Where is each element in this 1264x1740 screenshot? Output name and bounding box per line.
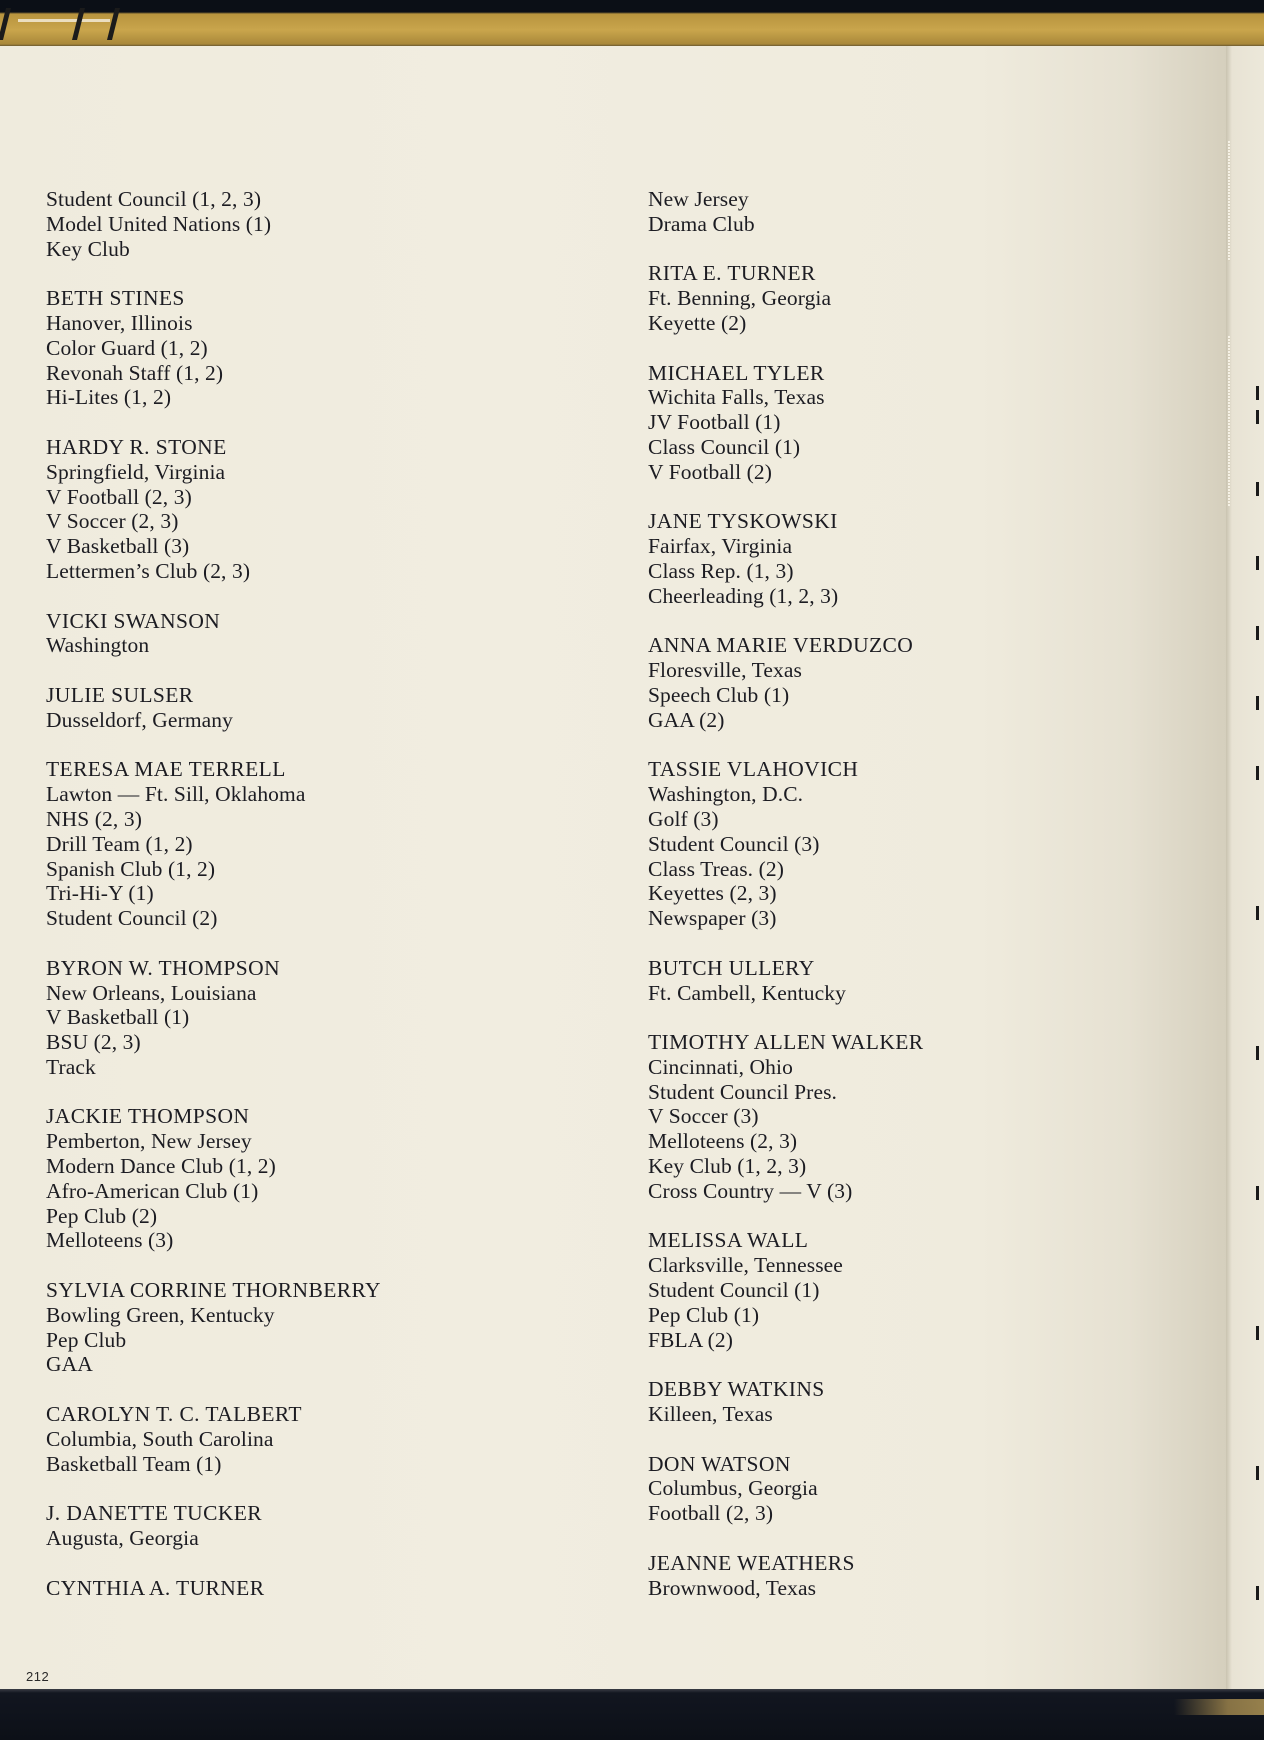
student-activity: Student Council (2) [46,906,218,931]
student-entry [648,1228,1168,1352]
student-hometown: Fairfax, Virginia [648,534,793,559]
facing-page-edge [1226,46,1264,1689]
student-hometown: Pemberton, New Jersey [46,1129,252,1154]
student-name: HARDY R. STONE [46,434,227,459]
student-entry [46,683,566,733]
student-hometown: New Orleans, Louisiana [46,980,257,1005]
student-activity: Drill Team (1, 2) [46,831,193,856]
student-activity: V Football (2, 3) [46,484,192,509]
student-activity: Basketball Team (1) [46,1451,222,1476]
student-entry [648,956,1168,1006]
student-activity: Revonah Staff (1, 2) [46,360,224,385]
student-name: CAROLYN T. C. TALBERT [46,1402,302,1427]
student-name: BYRON W. THOMPSON [46,955,280,980]
facing-page-text-fragment [1256,482,1264,496]
student-activity: Color Guard (1, 2) [46,335,208,360]
facing-page-text-fragment [1256,1466,1264,1480]
student-entry [46,435,566,584]
student-name: JULIE SULSER [46,682,194,707]
student-hometown: Dusseldorf, Germany [46,707,233,732]
student-activity: V Soccer (2, 3) [46,509,179,534]
student-entry [46,609,566,659]
binding-mark [0,8,11,40]
student-name: MICHAEL TYLER [648,360,825,385]
facing-page-text-fragment [1256,766,1264,780]
student-hometown: Columbus, Georgia [648,1476,818,1501]
book-bottom-edge [0,1689,1264,1740]
student-name: ANNA MARIE VERDUZCO [648,633,914,658]
student-activity: Modern Dance Club (1, 2) [46,1154,276,1179]
student-activity: Tri-Hi-Y (1) [46,881,154,906]
student-activity: Class Treas. (2) [648,856,784,881]
student-activity: Student Council (1) [648,1278,820,1303]
student-activity: Cross Country — V (3) [648,1178,853,1203]
student-activity: Model United Nations (1) [46,211,272,236]
student-entry [648,509,1168,608]
student-entry [46,187,566,261]
facing-page-text-fragment [1256,626,1264,640]
student-activity: V Basketball (3) [46,534,190,559]
student-hometown: Springfield, Virginia [46,459,226,484]
student-name: TERESA MAE TERRELL [46,757,286,782]
student-name: BETH STINES [46,286,185,311]
student-activity: Lettermen’s Club (2, 3) [46,558,251,583]
yearbook-page [0,46,1226,1689]
facing-page-text-fragment [1256,1046,1264,1060]
student-activity: Student Council (1, 2, 3) [46,187,262,211]
student-name: DEBBY WATKINS [648,1377,825,1402]
binding-mark [107,8,120,40]
student-activity: Drama Club [648,211,755,236]
facing-page-text-fragment [1256,556,1264,570]
student-hometown: Ft. Benning, Georgia [648,286,832,311]
student-activity: Student Council Pres. [648,1079,838,1104]
facing-page-text-fragment [1256,1326,1264,1340]
student-name: VICKI SWANSON [46,608,221,633]
student-activity: GAA (2) [648,707,725,732]
student-entry [648,633,1168,732]
student-activity: V Soccer (3) [648,1104,759,1129]
student-entry [46,1402,566,1476]
student-hometown: Clarksville, Tennessee [648,1253,843,1278]
facing-page-text-fragment [1256,906,1264,920]
student-activity: New Jersey [648,187,749,211]
student-activity: V Basketball (1) [46,1005,190,1030]
student-activity: Spanish Club (1, 2) [46,856,216,881]
student-name: RITA E. TURNER [648,261,816,286]
student-activity: JV Football (1) [648,410,781,435]
student-entry [46,1501,566,1551]
student-entry [46,956,566,1080]
student-entry [648,1030,1168,1204]
student-activity: Keyette (2) [648,310,747,335]
student-activity: V Football (2) [648,459,773,484]
student-activity: Class Rep. (1, 3) [648,558,794,583]
student-name: TASSIE VLAHOVICH [648,757,859,782]
student-name: MELISSA WALL [648,1228,809,1253]
book-top-edge [0,0,1264,48]
student-activity: NHS (2, 3) [46,806,142,831]
facing-page-text-fragment [1256,1586,1264,1600]
student-entry [46,1104,566,1253]
student-activity: Football (2, 3) [648,1501,774,1526]
facing-page-text-fragment [1256,410,1264,424]
student-activity: Key Club [46,236,130,261]
student-activity: Pep Club [46,1327,127,1352]
student-entry [648,1551,1168,1601]
student-name: JEANNE WEATHERS [648,1550,855,1575]
student-activity: Hi-Lites (1, 2) [46,385,172,410]
student-entry [648,261,1168,335]
binding-stitch [1228,336,1230,506]
student-name: SYLVIA CORRINE THORNBERRY [46,1278,381,1303]
student-hometown: Ft. Cambell, Kentucky [648,980,846,1005]
student-activity: BSU (2, 3) [46,1030,141,1055]
student-entry [648,1377,1168,1427]
student-activity: Speech Club (1) [648,682,790,707]
facing-page-text-fragment [1256,696,1264,710]
student-name: J. DANETTE TUCKER [46,1501,263,1526]
student-activity: Melloteens (3) [46,1228,174,1253]
student-name: DON WATSON [648,1451,791,1476]
student-hometown: Lawton — Ft. Sill, Oklahoma [46,782,306,807]
student-hometown: Washington [46,633,150,658]
student-activity: Golf (3) [648,806,719,831]
student-activity: Class Council (1) [648,434,801,459]
student-name: BUTCH ULLERY [648,955,815,980]
student-entry [46,757,566,931]
student-entry [46,1576,566,1601]
binding-mark [72,8,85,40]
student-entry [648,361,1168,485]
student-hometown: Hanover, Illinois [46,310,193,335]
student-activity: Student Council (3) [648,831,820,856]
student-activity: Afro-American Club (1) [46,1178,259,1203]
right-column [648,187,1168,1625]
page-number: 212 [26,1669,50,1684]
left-column [46,187,566,1625]
student-hometown: Washington, D.C. [648,782,804,807]
student-hometown: Wichita Falls, Texas [648,385,825,410]
student-activity: Pep Club (1) [648,1302,760,1327]
student-activity: Track [46,1054,96,1079]
student-activity: Key Club (1, 2, 3) [648,1154,807,1179]
student-activity: Pep Club (2) [46,1203,158,1228]
binding-glint [18,19,110,22]
student-activity: GAA [46,1352,93,1377]
student-activity: Newspaper (3) [648,906,777,931]
binding-glint [1174,1699,1264,1715]
student-hometown: Killeen, Texas [648,1402,773,1427]
student-hometown: Cincinnati, Ohio [648,1054,793,1079]
binding-stitch [1228,141,1230,261]
student-activity: Cheerleading (1, 2, 3) [648,583,839,608]
facing-page-text-fragment [1256,386,1264,400]
student-hometown: Augusta, Georgia [46,1526,199,1551]
student-entry [46,286,566,410]
student-name: JANE TYSKOWSKI [648,509,838,534]
student-hometown: Floresville, Texas [648,658,802,683]
facing-page-text-fragment [1256,1186,1264,1200]
student-activity: Keyettes (2, 3) [648,881,777,906]
student-name: TIMOTHY ALLEN WALKER [648,1030,924,1055]
student-hometown: Bowling Green, Kentucky [46,1302,275,1327]
student-entry [46,1278,566,1377]
student-entry [648,187,1168,237]
student-name: JACKIE THOMPSON [46,1104,250,1129]
student-entry [648,1452,1168,1526]
student-activity: Melloteens (2, 3) [648,1129,798,1154]
student-hometown: Columbia, South Carolina [46,1426,274,1451]
student-name: CYNTHIA A. TURNER [46,1575,265,1600]
student-entry [648,757,1168,931]
student-hometown: Brownwood, Texas [648,1575,817,1600]
student-activity: FBLA (2) [648,1327,734,1352]
